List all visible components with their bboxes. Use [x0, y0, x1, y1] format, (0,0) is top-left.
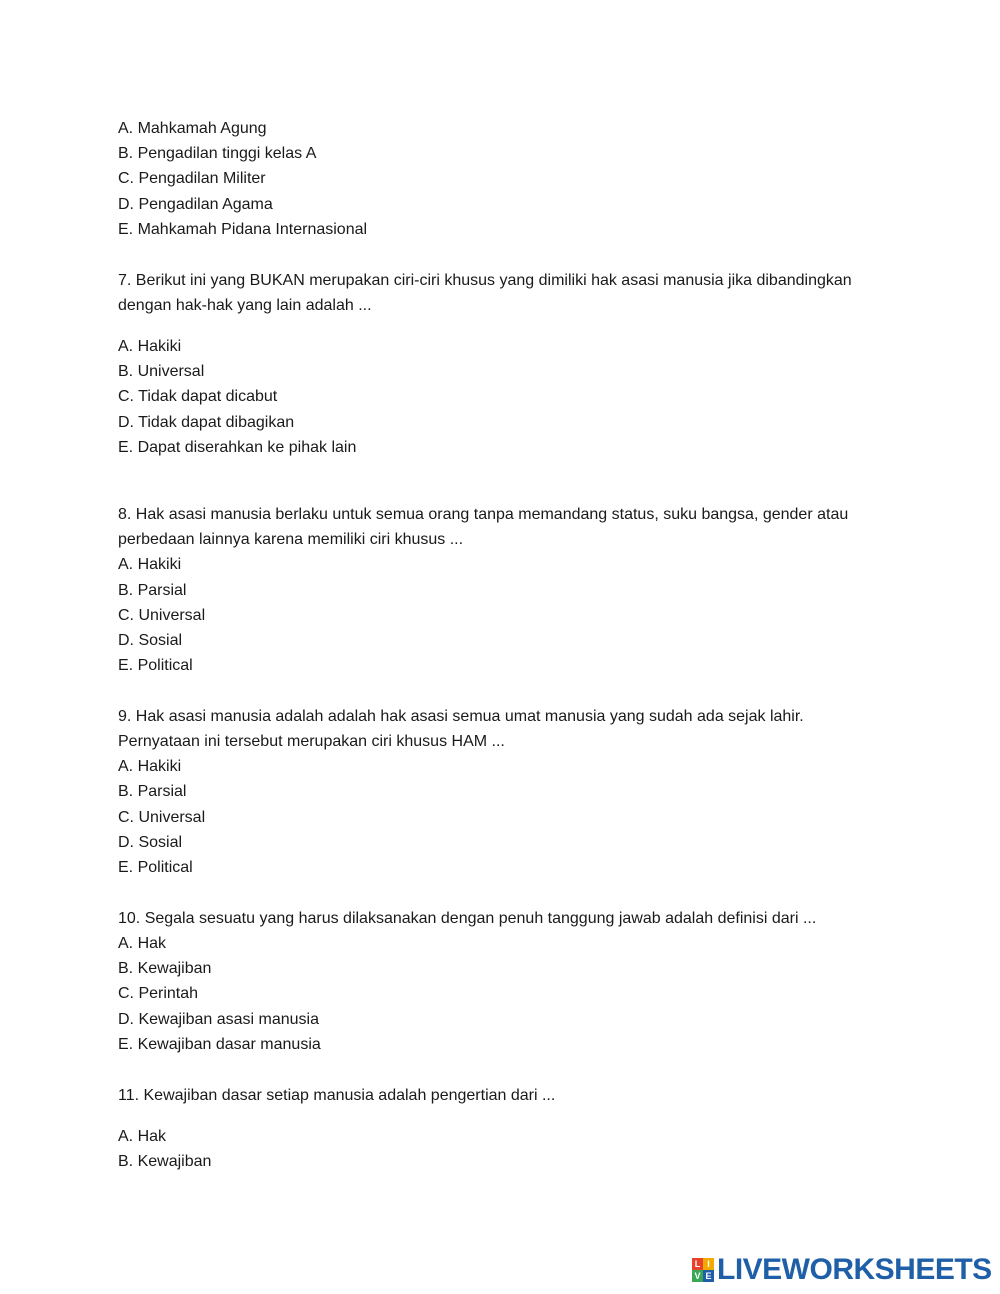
q10-option-d: D. Kewajiban asasi manusia	[118, 1011, 319, 1028]
q6-option-c: C. Pengadilan Militer	[118, 170, 266, 187]
logo-mark-letter-v: V	[692, 1270, 703, 1282]
q8-option-e: E. Political	[118, 657, 193, 674]
q8-option-c: C. Universal	[118, 607, 206, 624]
q10-option-b: B. Kewajiban	[118, 960, 212, 977]
q6-option-d: D. Pengadilan Agama	[118, 196, 273, 213]
q10-option-e: E. Kewajiban dasar manusia	[118, 1036, 321, 1053]
q8-question-line1: 8. Hak asasi manusia berlaku untuk semua orang tanpa memandang status, suku bangsa, gender atau	[118, 506, 849, 523]
logo-mark-letter-l: L	[692, 1258, 703, 1270]
q7-option-b: B. Universal	[118, 363, 205, 380]
q6-option-b: B. Pengadilan tinggi kelas A	[118, 145, 317, 162]
q11-option-a: A. Hak	[118, 1128, 167, 1145]
q9-question-line2: Pernyataan ini tersebut merupakan ciri khusus HAM ...	[118, 733, 505, 750]
q9-option-b: B. Parsial	[118, 783, 187, 800]
q7-option-a: A. Hakiki	[118, 338, 182, 355]
q7-option-c: C. Tidak dapat dicabut	[118, 388, 278, 405]
q9-option-d: D. Sosial	[118, 834, 183, 851]
q7-option-d: D. Tidak dapat dibagikan	[118, 414, 295, 431]
q9-question-line1: 9. Hak asasi manusia adalah adalah hak asasi semua umat manusia yang sudah ada sejak lahir.	[118, 708, 804, 725]
q6-option-a: A. Mahkamah Agung	[118, 120, 267, 137]
q10-question-line1: 10. Segala sesuatu yang harus dilaksanakan dengan penuh tanggung jawab adalah definisi dari ...	[118, 910, 817, 927]
q10-option-c: C. Perintah	[118, 985, 199, 1002]
q8-option-d: D. Sosial	[118, 632, 183, 649]
q11-option-b: B. Kewajiban	[118, 1153, 212, 1170]
logo-mark-letter-i: I	[703, 1258, 714, 1270]
q8-option-b: B. Parsial	[118, 582, 187, 599]
liveworksheets-logo-text: LIVEWORKSHEETS	[717, 1253, 992, 1286]
logo-mark-letter-e: E	[703, 1270, 714, 1282]
q8-option-a: A. Hakiki	[118, 556, 182, 573]
q7-question-line1: 7. Berikut ini yang BUKAN merupakan ciri-ciri khusus yang dimiliki hak asasi manusia jika dibandingkan	[118, 272, 852, 289]
q6-option-e: E. Mahkamah Pidana Internasional	[118, 221, 368, 238]
q7-option-e: E. Dapat diserahkan ke pihak lain	[118, 439, 357, 456]
q8-question-line2: perbedaan lainnya karena memiliki ciri khusus ...	[118, 531, 464, 548]
q9-option-a: A. Hakiki	[118, 758, 182, 775]
liveworksheets-logo-icon	[692, 1258, 714, 1282]
q11-question-line1: 11. Kewajiban dasar setiap manusia adalah pengertian dari ...	[118, 1087, 556, 1104]
liveworksheets-logo	[692, 1255, 992, 1285]
q10-option-a: A. Hak	[118, 935, 167, 952]
q9-option-e: E. Political	[118, 859, 193, 876]
q7-question-line2: dengan hak-hak yang lain adalah ...	[118, 297, 372, 314]
q9-option-c: C. Universal	[118, 809, 206, 826]
